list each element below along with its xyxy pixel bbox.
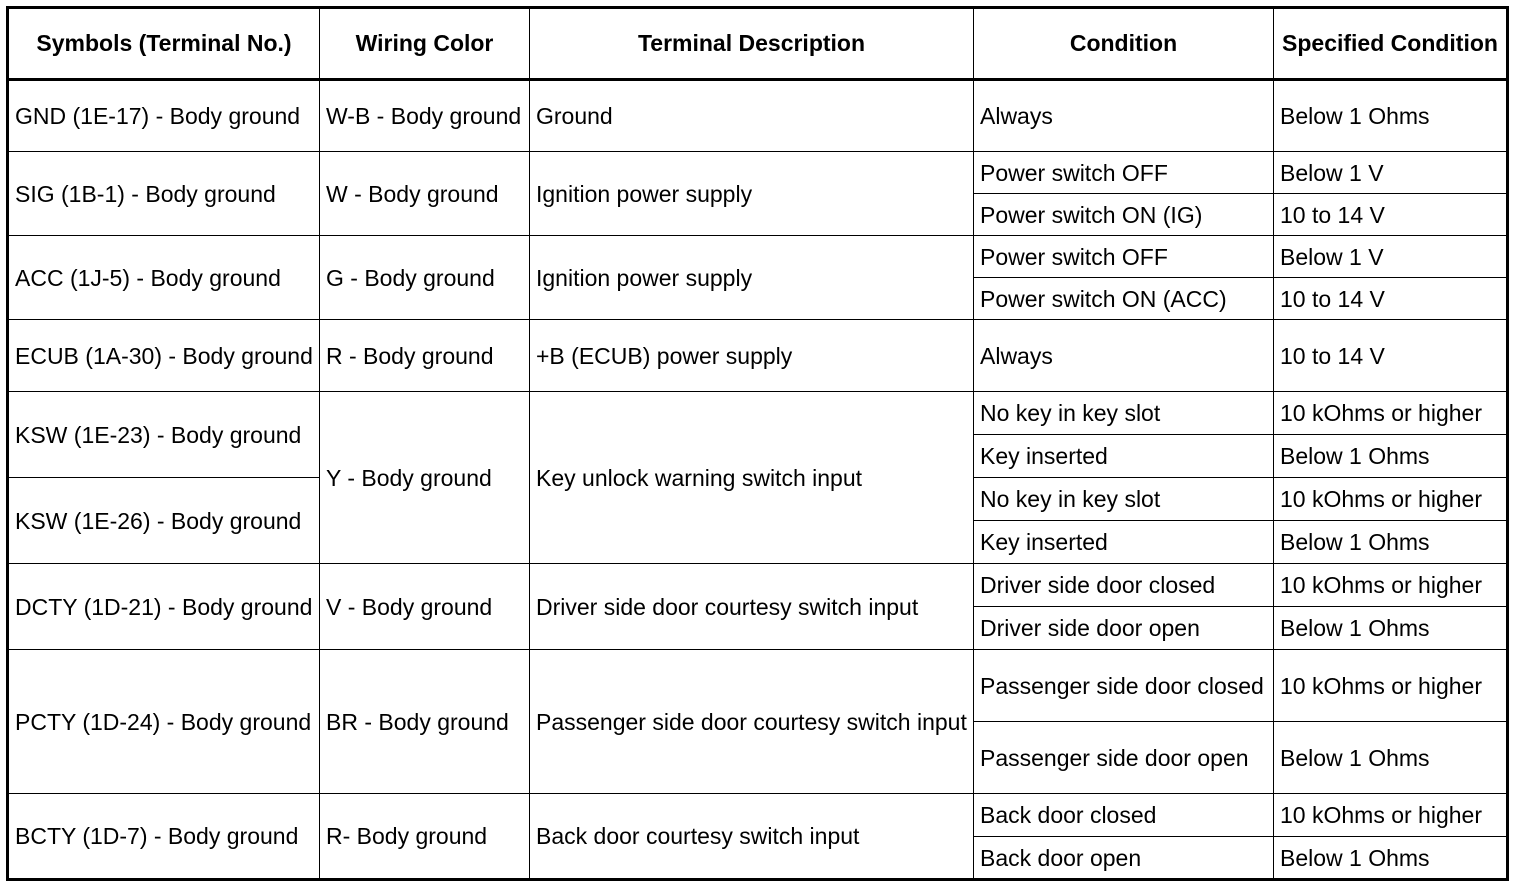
- condition-cell: Power switch OFF: [974, 236, 1274, 278]
- table-row: [8, 236, 1508, 278]
- symbol-cell: KSW (1E-23) - Body ground: [8, 392, 320, 478]
- description-cell: Driver side door courtesy switch input: [530, 564, 974, 650]
- description-cell: Passenger side door courtesy switch input: [530, 650, 974, 794]
- symbol-cell: ACC (1J-5) - Body ground: [8, 236, 320, 320]
- condition-cell: Always: [974, 80, 1274, 152]
- description-cell: Ground: [530, 80, 974, 152]
- condition-cell: Key inserted: [974, 521, 1274, 564]
- spec-cell: Below 1 Ohms: [1274, 607, 1508, 650]
- spec-cell: 10 kOhms or higher: [1274, 794, 1508, 837]
- condition-cell: Back door open: [974, 837, 1274, 880]
- wiring-cell: W-B - Body ground: [320, 80, 530, 152]
- wiring-cell: R- Body ground: [320, 794, 530, 880]
- spec-cell: Below 1 V: [1274, 152, 1508, 194]
- condition-cell: Always: [974, 320, 1274, 392]
- spec-cell: Below 1 Ohms: [1274, 722, 1508, 794]
- header-row: [8, 8, 1508, 80]
- condition-cell: No key in key slot: [974, 478, 1274, 521]
- symbol-cell: PCTY (1D-24) - Body ground: [8, 650, 320, 794]
- spec-cell: Below 1 Ohms: [1274, 521, 1508, 564]
- condition-cell: Back door closed: [974, 794, 1274, 837]
- spec-cell: 10 kOhms or higher: [1274, 650, 1508, 722]
- spec-cell: 10 to 14 V: [1274, 320, 1508, 392]
- wiring-cell: Y - Body ground: [320, 392, 530, 564]
- condition-cell: Power switch ON (IG): [974, 194, 1274, 236]
- spec-cell: Below 1 Ohms: [1274, 435, 1508, 478]
- spec-cell: 10 kOhms or higher: [1274, 564, 1508, 607]
- condition-cell: Power switch ON (ACC): [974, 278, 1274, 320]
- table-row: [8, 794, 1508, 837]
- wiring-cell: W - Body ground: [320, 152, 530, 236]
- table-row: [8, 320, 1508, 392]
- spec-cell: Below 1 Ohms: [1274, 80, 1508, 152]
- header-symbols: Symbols (Terminal No.): [8, 8, 320, 80]
- spec-cell: 10 kOhms or higher: [1274, 392, 1508, 435]
- condition-cell: Passenger side door closed: [974, 650, 1274, 722]
- description-cell: +B (ECUB) power supply: [530, 320, 974, 392]
- table-row: [8, 392, 1508, 435]
- wiring-cell: V - Body ground: [320, 564, 530, 650]
- spec-cell: 10 to 14 V: [1274, 194, 1508, 236]
- header-wiring-color: Wiring Color: [320, 8, 530, 80]
- description-cell: Key unlock warning switch input: [530, 392, 974, 564]
- spec-cell: Below 1 Ohms: [1274, 837, 1508, 880]
- header-terminal-description: Terminal Description: [530, 8, 974, 80]
- wiring-cell: G - Body ground: [320, 236, 530, 320]
- condition-cell: No key in key slot: [974, 392, 1274, 435]
- symbol-cell: ECUB (1A-30) - Body ground: [8, 320, 320, 392]
- spec-cell: Below 1 V: [1274, 236, 1508, 278]
- condition-cell: Power switch OFF: [974, 152, 1274, 194]
- spec-cell: 10 to 14 V: [1274, 278, 1508, 320]
- condition-cell: Passenger side door open: [974, 722, 1274, 794]
- table-row: [8, 80, 1508, 152]
- table-row: [8, 650, 1508, 722]
- description-cell: Ignition power supply: [530, 236, 974, 320]
- header-condition: Condition: [974, 8, 1274, 80]
- description-cell: Back door courtesy switch input: [530, 794, 974, 880]
- symbol-cell: SIG (1B-1) - Body ground: [8, 152, 320, 236]
- symbol-cell: BCTY (1D-7) - Body ground: [8, 794, 320, 880]
- header-specified-condition: Specified Condition: [1274, 8, 1508, 80]
- symbol-cell: GND (1E-17) - Body ground: [8, 80, 320, 152]
- symbol-cell: KSW (1E-26) - Body ground: [8, 478, 320, 564]
- condition-cell: Key inserted: [974, 435, 1274, 478]
- wiring-cell: BR - Body ground: [320, 650, 530, 794]
- condition-cell: Driver side door closed: [974, 564, 1274, 607]
- wiring-cell: R - Body ground: [320, 320, 530, 392]
- terminal-spec-table: [6, 6, 1509, 881]
- table-row: [8, 152, 1508, 194]
- description-cell: Ignition power supply: [530, 152, 974, 236]
- symbol-cell: DCTY (1D-21) - Body ground: [8, 564, 320, 650]
- table-row: [8, 564, 1508, 607]
- condition-cell: Driver side door open: [974, 607, 1274, 650]
- spec-cell: 10 kOhms or higher: [1274, 478, 1508, 521]
